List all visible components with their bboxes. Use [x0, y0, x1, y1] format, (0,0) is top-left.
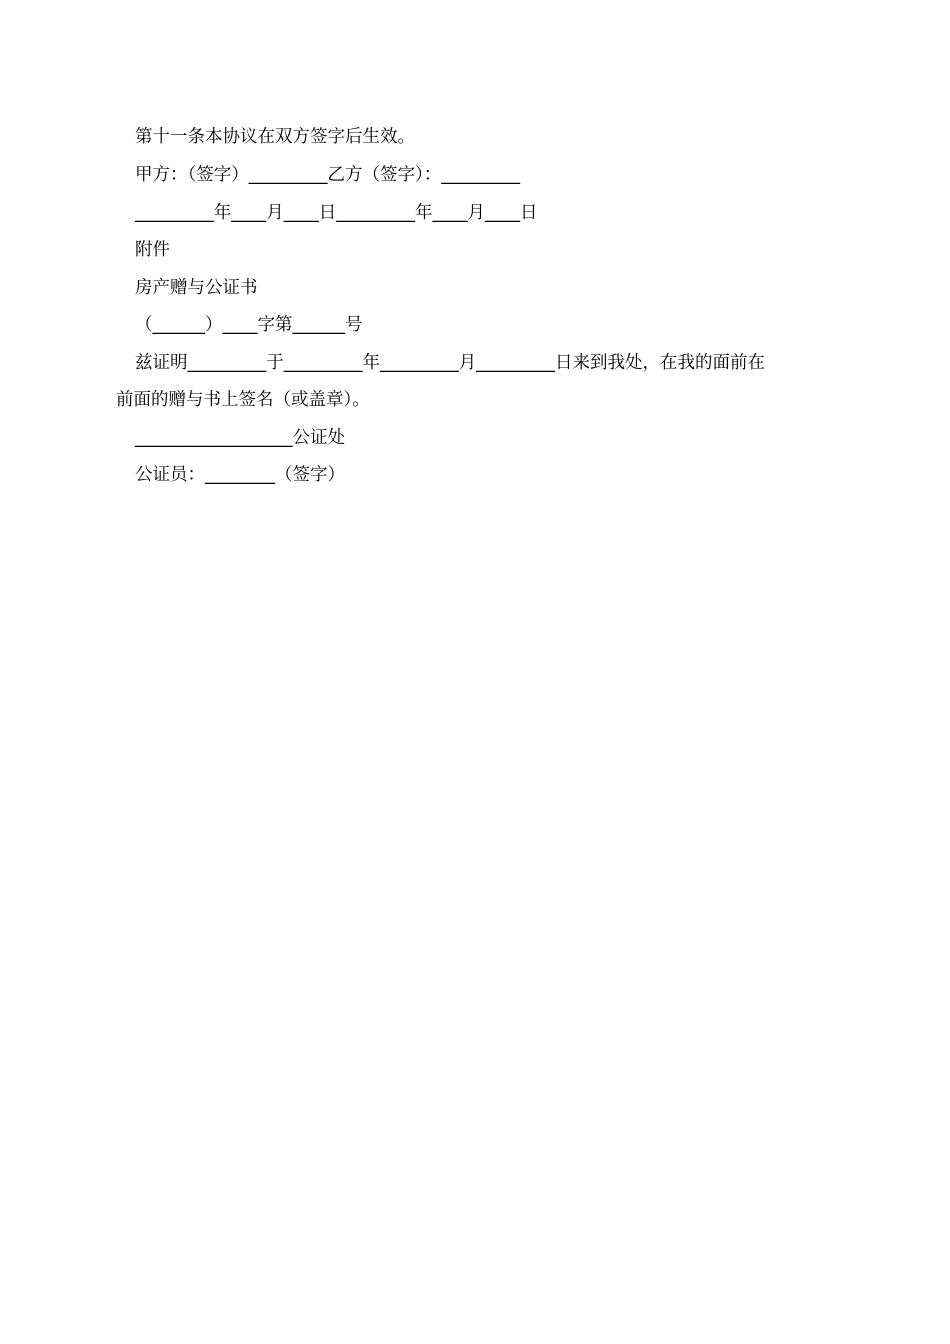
notary-signature-line: 公证员：________（签字）	[135, 465, 345, 485]
attachment-heading: 附件	[135, 240, 170, 260]
certificate-number-line: （______）____字第______号	[135, 315, 363, 335]
certification-statement-line-2: 前面的赠与书上签名（或盖章）。	[116, 390, 370, 410]
article-eleven-text: 第十一条本协议在双方签字后生效。	[135, 127, 415, 147]
notarial-certificate-title: 房产赠与公证书	[135, 278, 258, 298]
signature-line-parties: 甲方：（签字）_________乙方（签字）：_________	[135, 165, 520, 185]
certification-statement-line-1: 兹证明_________于_________年_________月_________日来到我处，在我的面前在	[135, 353, 765, 373]
signature-date-line: _________年____月____日_________年____月____日	[135, 203, 538, 223]
notary-office-line: __________________公证处	[135, 428, 345, 448]
